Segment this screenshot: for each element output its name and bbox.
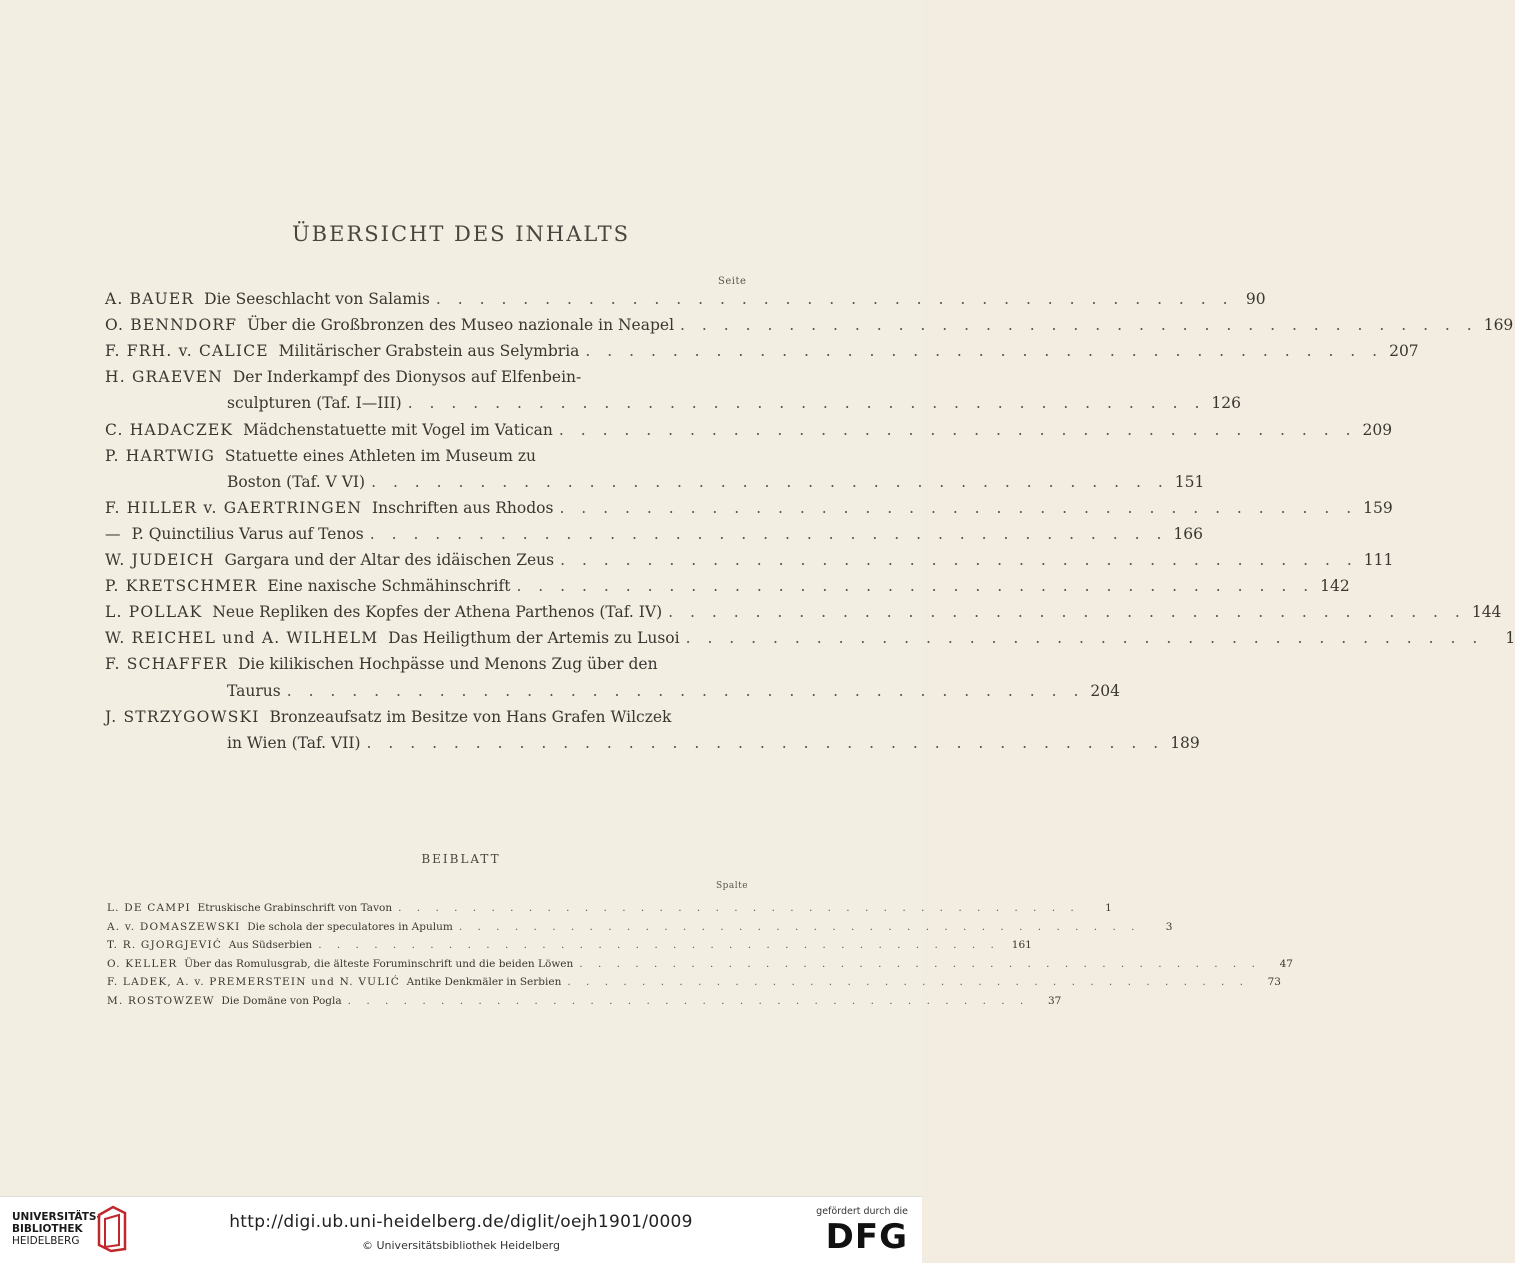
toc-page-number: 3 (1165, 920, 1173, 933)
toc-page-number: 159 (1363, 498, 1393, 517)
toc-entry-text (105, 342, 579, 360)
toc-title: Eine naxische Schmähinschrift (267, 577, 511, 596)
toc-page-number: 47 (1279, 957, 1293, 970)
toc-entry-text (107, 958, 573, 970)
toc-title: Etruskische Grabinschrift von Tavon (197, 902, 393, 914)
leader-dots: . . . . . . . . . . . . . . . . . . . . . . . . . . . . . . . . . . . . . (398, 902, 1080, 914)
toc-entry (107, 957, 1293, 976)
toc-entry-text (105, 290, 430, 308)
toc-title: P. Quinctilius Varus auf Tenos (131, 524, 364, 543)
toc-entry-text (105, 629, 680, 647)
toc-author: L. POLLAK (105, 603, 203, 622)
toc-page-number: 126 (1211, 394, 1241, 413)
toc-entry (105, 420, 1393, 445)
leader-dots: . . . . . . . . . . . . . . . . . . . . . . . . . . . . . . . . . . . . . (579, 957, 1261, 970)
toc-page-number: 169 (1483, 316, 1514, 335)
toc-page-number: 151 (1174, 472, 1205, 491)
toc-page-number: 37 (1047, 994, 1062, 1007)
toc-entry-text (105, 525, 364, 543)
toc-entry-text (105, 473, 365, 491)
toc-page-number: 111 (1363, 551, 1394, 569)
source-url-link[interactable]: http://digi.ub.uni-heidelberg.de/diglit/oejh1901/0009 (229, 1212, 693, 1232)
toc-page-number: 90 (1245, 290, 1266, 308)
toc-entry-text (105, 708, 671, 726)
toc-author: W. JUDEICH (105, 551, 215, 569)
toc-entry (105, 629, 1515, 653)
toc-page-number: 1 (1105, 902, 1112, 914)
toc-page-number: 73 (1267, 976, 1281, 988)
leader-dots: . . . . . . . . . . . . . . . . . . . . . . . . . . . . . . . . . . . . . (516, 577, 1315, 596)
toc-title: Boston (Taf. V VI) (227, 472, 366, 491)
toc-title: Militärischer Grabstein aus Selymbria (278, 342, 580, 361)
leader-dots: . . . . . . . . . . . . . . . . . . . . . . . . . . . . . . . . . . . . . (318, 939, 1000, 951)
toc-entry-text (105, 447, 536, 465)
toc-author: T. R. GJORGJEVIĆ (107, 939, 223, 951)
toc-entry (105, 603, 1502, 627)
toc-entry (105, 342, 1419, 366)
toc-entry (107, 939, 1032, 957)
toc-entry (105, 681, 1120, 706)
toc-title: Die Domäne von Pogla (221, 994, 342, 1007)
toc-title: Über das Romulusgrab, die älteste Foruminschrift und die beiden Löwen (184, 957, 574, 970)
toc-author: — (105, 524, 122, 543)
toc-title: Die kilikischen Hochpässe und Menons Zug über den (237, 655, 658, 674)
toc-entry (105, 524, 1203, 549)
toc-entry-text (105, 577, 510, 595)
toc-author: J. STRZYGOWSKI (105, 707, 260, 726)
toc-title: Aus Südserbien (228, 939, 313, 951)
toc-entry-text (105, 682, 281, 700)
leader-dots: . . . . . . . . . . . . . . . . . . . . . . . . . . . . . . . . . . . . . (567, 976, 1249, 988)
logo-line-3: HEIDELBERG (12, 1235, 80, 1247)
leader-dots: . . . . . . . . . . . . . . . . . . . . . . . . . . . . . . . . . . . . . (668, 603, 1466, 622)
toc-entry (105, 472, 1205, 497)
beiblatt-title: BEIBLATT (421, 852, 501, 866)
leader-dots: . . . . . . . . . . . . . . . . . . . . . . . . . . . . . . . . . . . . . (558, 420, 1357, 439)
toc-title: Taurus (227, 681, 281, 700)
toc-author: O. BENNDORF (105, 316, 238, 335)
toc-title: Neue Repliken des Kopfes der Athena Parthenos (Taf. IV) (212, 603, 663, 622)
toc-entry-text (107, 939, 312, 951)
toc-entry (105, 498, 1393, 523)
funding-note: gefördert durch die (816, 1206, 908, 1217)
toc-author: W. REICHEL und A. WILHELM (105, 629, 379, 648)
toc-author: P. HARTWIG (105, 446, 216, 465)
toc-title: Statuette eines Athleten im Museum zu (224, 446, 536, 465)
leader-dots: . . . . . . . . . . . . . . . . . . . . . . . . . . . . . . . . . . . . . (407, 394, 1206, 413)
page-title: ÜBERSICHT DES INHALTS (291, 222, 631, 246)
toc-title: Antike Denkmäler in Serbien (406, 976, 562, 988)
toc-entry-text (105, 368, 581, 386)
toc-entry (105, 447, 743, 471)
toc-entry-text (105, 655, 658, 673)
toc-entry-text (105, 421, 553, 439)
toc-title: Bronzeaufsatz im Besitze von Hans Grafen Wilczek (269, 707, 672, 726)
toc-entry (105, 551, 1394, 575)
toc-author: M. ROSTOWZEW (107, 994, 215, 1007)
toc-title: in Wien (Taf. VII) (227, 733, 361, 752)
leader-dots: . . . . . . . . . . . . . . . . . . . . . . . . . . . . . . . . . . . . . (369, 524, 1168, 543)
toc-title: Mädchenstatuette mit Vogel im Vatican (243, 420, 553, 439)
leader-dots: . . . . . . . . . . . . . . . . . . . . . . . . . . . . . . . . . . . . . (559, 498, 1358, 517)
toc-entry (105, 290, 1266, 314)
toc-entry-text (105, 551, 554, 569)
toc-entry (105, 577, 1350, 601)
toc-author: F. LADEK, A. v. PREMERSTEIN und N. VULIĆ (107, 976, 400, 988)
toc-author: F. SCHAFFER (105, 655, 229, 674)
dfg-logo[interactable]: DFG (825, 1217, 908, 1257)
leader-dots: . . . . . . . . . . . . . . . . . . . . . . . . . . . . . . . . . . . . . (286, 681, 1085, 700)
toc-entry (105, 368, 743, 392)
toc-author: C. HADACZEK (105, 420, 234, 439)
copyright-text: © Universitätsbibliothek Heidelberg (361, 1239, 560, 1252)
toc-title: Die Seeschlacht von Salamis (204, 290, 430, 308)
page-column-header: Seite (718, 276, 747, 287)
toc-entry-text (105, 499, 553, 517)
toc-entry (105, 316, 1514, 340)
toc-page-number: 189 (1170, 733, 1200, 752)
footer-bar (0, 1196, 922, 1263)
toc-page-number: 144 (1471, 603, 1502, 622)
toc-title: Über die Großbronzen des Museo nazionale in Neapel (247, 316, 675, 335)
toc-entry-text (107, 976, 561, 988)
beiblatt-column-header: Spalte (716, 881, 749, 891)
toc-entry (107, 920, 1173, 939)
leader-dots: . . . . . . . . . . . . . . . . . . . . . . . . . . . . . . . . . . . . . (366, 733, 1165, 752)
leader-dots: . . . . . . . . . . . . . . . . . . . . . . . . . . . . . . . . . . . . . (680, 316, 1478, 335)
leader-dots: . . . . . . . . . . . . . . . . . . . . . . . . . . . . . . . . . . . . . (371, 472, 1169, 491)
toc-author: L. DE CAMPI (107, 902, 191, 914)
toc-author: F. HILLER v. GAERTRINGEN (105, 498, 363, 517)
toc-entry (107, 994, 1062, 1013)
toc-entry (105, 655, 743, 679)
toc-author: A. v. DOMASZEWSKI (107, 920, 241, 933)
logo-line-2: BIBLIOTHEK (12, 1223, 83, 1235)
toc-entry (107, 976, 1281, 994)
toc-entry (107, 902, 1112, 920)
toc-entry-text (107, 995, 342, 1007)
toc-page-number: 142 (1320, 577, 1350, 596)
toc-page-number: 161 (1011, 939, 1032, 951)
toc-entry-text (105, 734, 361, 752)
leader-dots: . . . . . . . . . . . . . . . . . . . . . . . . . . . . . . . . . . . . . (685, 629, 1484, 648)
leader-dots: . . . . . . . . . . . . . . . . . . . . . . . . . . . . . . . . . . . . . (347, 994, 1030, 1007)
leader-dots: . . . . . . . . . . . . . . . . . . . . . . . . . . . . . . . . . . . . . (585, 342, 1384, 361)
toc-title: Inschriften aus Rhodos (372, 498, 554, 517)
toc-author: A. BAUER (105, 290, 195, 308)
toc-entry-text (107, 921, 453, 933)
toc-title: sculpturen (Taf. I—III) (227, 394, 402, 413)
toc-author: O. KELLER (107, 957, 178, 970)
logo-line-1: UNIVERSITÄTS- (12, 1211, 101, 1223)
leader-dots: . . . . . . . . . . . . . . . . . . . . . . . . . . . . . . . . . . . . . (435, 290, 1234, 308)
leader-dots: . . . . . . . . . . . . . . . . . . . . . . . . . . . . . . . . . . . . . (560, 551, 1358, 569)
leader-dots: . . . . . . . . . . . . . . . . . . . . . . . . . . . . . . . . . . . . . (458, 920, 1141, 933)
toc-title: Der Inderkampf des Dionysos auf Elfenbein- (232, 368, 582, 387)
toc-entry (105, 733, 1200, 758)
toc-author: P. KRETSCHMER (105, 577, 258, 596)
toc-title: Das Heiligthum der Artemis zu Lusoi (388, 629, 680, 648)
toc-entry-text (105, 603, 662, 621)
toc-entry-text (105, 316, 674, 334)
toc-author: H. GRAEVEN (105, 368, 224, 387)
toc-author: F. FRH. v. CALICE (105, 342, 269, 361)
toc-page-number: 1 (1505, 629, 1515, 648)
toc-page-number: 204 (1090, 681, 1120, 700)
toc-entry-text (105, 394, 402, 412)
toc-page-number: 166 (1173, 524, 1203, 543)
toc-entry (105, 708, 743, 732)
toc-title: Gargara und der Altar des idäischen Zeus (224, 551, 555, 569)
toc-entry (105, 394, 1241, 418)
toc-entry-text (107, 902, 392, 914)
toc-page-number: 209 (1362, 420, 1393, 439)
toc-page-number: 207 (1389, 342, 1419, 361)
toc-title: Die schola der speculatores in Apulum (247, 920, 453, 933)
